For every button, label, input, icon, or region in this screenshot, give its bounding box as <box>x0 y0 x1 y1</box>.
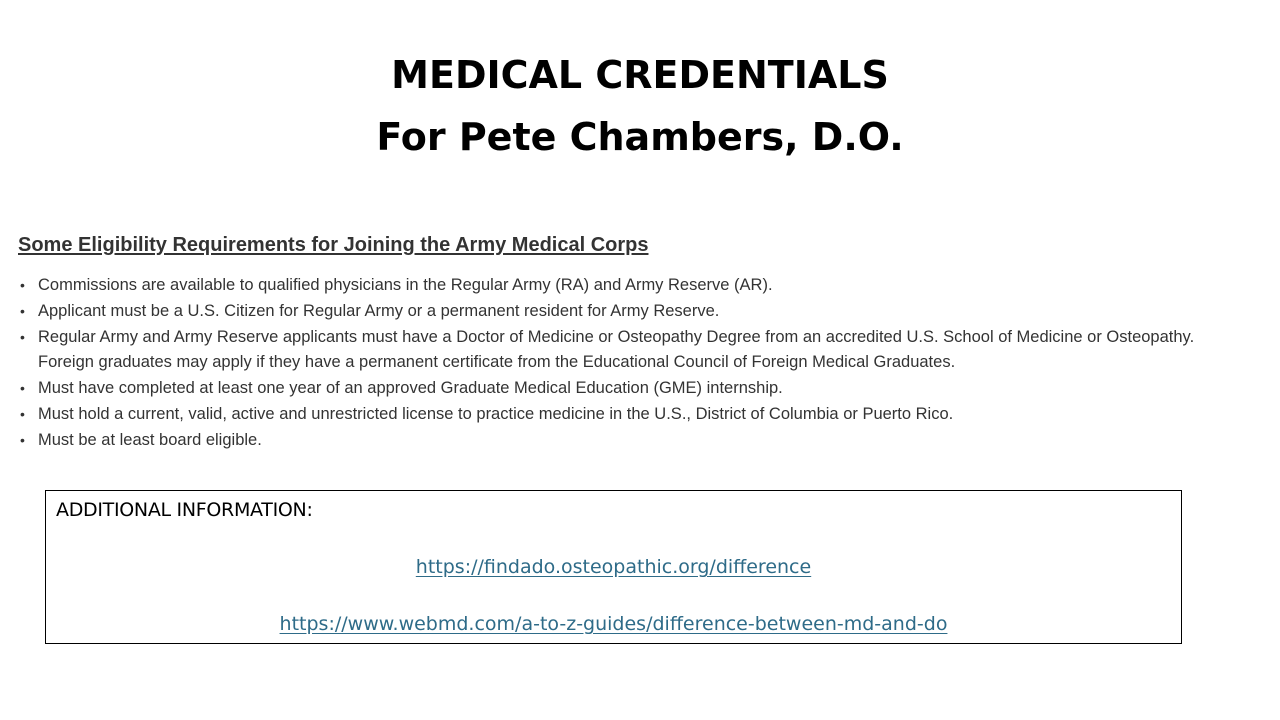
list-item <box>18 402 1218 428</box>
list-item-text: Must be at least board eligible. <box>38 430 262 449</box>
list-item <box>18 376 1218 402</box>
bullet-icon: • <box>20 277 25 293</box>
bullet-icon: • <box>20 302 25 319</box>
requirements-list <box>18 273 1218 454</box>
bullet-icon: • <box>20 431 25 448</box>
title-line-2: For Pete Chambers, D.O. <box>376 115 904 159</box>
title-line-1: MEDICAL CREDENTIALS <box>391 53 889 97</box>
bullet-icon: • <box>20 405 25 422</box>
bullet-icon: • <box>20 380 25 397</box>
webmd-difference-link[interactable]: https://www.webmd.com/a-to-z-guides/difference-between-md-and-do <box>279 613 948 635</box>
page-title <box>0 44 1280 168</box>
osteopathic-difference-link[interactable]: https://findado.osteopathic.org/difference <box>415 556 812 578</box>
additional-info-box <box>45 490 1182 644</box>
list-item-text: Applicant must be a U.S. Citizen for Regular Army or a permanent resident for Army Reserve. <box>38 301 720 320</box>
list-item-text: Must hold a current, valid, active and unrestricted license to practice medicine in the U.S., District of Columbia or Puerto Rico. <box>38 404 954 423</box>
list-item-text: Must have completed at least one year of an approved Graduate Medical Education (GME) internship. <box>38 379 783 398</box>
list-item <box>18 273 1218 299</box>
list-item-text: Regular Army and Army Reserve applicants must have a Doctor of Medicine or Osteopathy Degree from an accredited U.S. School of Medicine or Osteopathy. Foreign graduates may apply if they have a permanent certificate from the Educational Council of Foreign Medical Graduates. <box>38 327 1195 372</box>
list-item <box>18 428 1218 454</box>
list-item-text: Commissions are available to qualified physicians in the Regular Army (RA) and Army Reserve (AR). <box>38 276 773 294</box>
list-item <box>18 325 1218 377</box>
bullet-icon: • <box>20 328 25 345</box>
requirements-heading: Some Eligibility Requirements for Joining the Army Medical Corps <box>18 234 649 256</box>
additional-info-label: ADDITIONAL INFORMATION: <box>56 499 313 521</box>
list-item <box>18 299 1218 325</box>
